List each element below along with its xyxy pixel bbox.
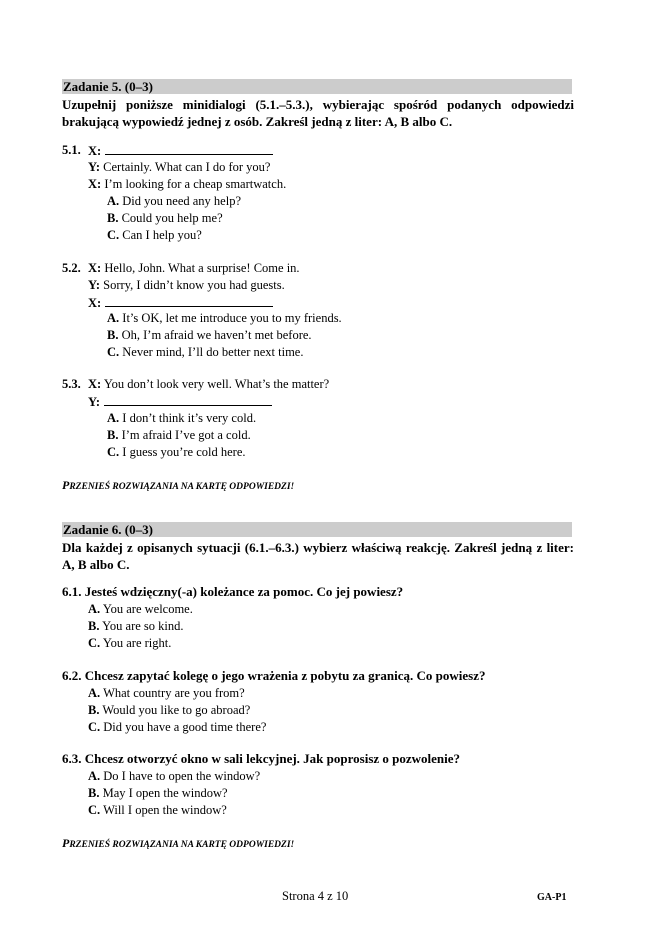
dialogue-line <box>88 376 329 392</box>
option-letter: C. <box>107 228 120 242</box>
option-letter: C. <box>88 720 101 734</box>
option-6-2-b[interactable] <box>88 702 250 718</box>
question-number: 6.3. <box>62 751 82 766</box>
exam-code: GA-P1 <box>537 892 567 903</box>
option-letter: B. <box>88 619 100 633</box>
item-5-1-number: 5.1. <box>62 143 81 157</box>
option-letter: B. <box>88 703 100 717</box>
question-text: Chcesz zapytać kolegę o jego wrażenia z pobytu za granicą. Co powiesz? <box>84 668 486 683</box>
option-6-2-a[interactable] <box>88 685 245 701</box>
task6-title: Zadanie 6. (0–3) <box>62 522 572 537</box>
speaker: X: <box>88 377 102 391</box>
speaker: X: <box>88 296 102 310</box>
option-text: You are so kind. <box>102 619 184 633</box>
option-text: Could you help me? <box>121 211 223 225</box>
option-text: May I open the window? <box>102 786 228 800</box>
option-5-3-c[interactable] <box>107 444 246 460</box>
option-text: I guess you’re cold here. <box>122 445 246 459</box>
option-5-3-b[interactable] <box>107 427 251 443</box>
item-5-3-number: 5.3. <box>62 377 81 391</box>
transfer-note-5: PRZENIEŚ ROZWIĄZANIA NA KARTĘ ODPOWIEDZI! <box>62 478 295 492</box>
speaker: Y: <box>88 395 101 409</box>
dialogue-line <box>88 393 272 410</box>
option-letter: B. <box>107 211 119 225</box>
option-5-2-b[interactable] <box>107 327 312 343</box>
speaker: Y: <box>88 278 101 292</box>
utterance: Hello, John. What a surprise! Come in. <box>104 261 300 275</box>
option-text: You are right. <box>102 636 172 650</box>
option-text: Did you need any help? <box>122 194 241 208</box>
speaker: X: <box>88 177 102 191</box>
option-letter: C. <box>107 345 120 359</box>
option-text: Would you like to go abroad? <box>102 703 251 717</box>
transfer-note-6: PRZENIEŚ ROZWIĄZANIA NA KARTĘ ODPOWIEDZI! <box>62 836 295 850</box>
option-text: I’m afraid I’ve got a cold. <box>121 428 251 442</box>
option-letter: A. <box>107 411 120 425</box>
option-text: Do I have to open the window? <box>103 769 261 783</box>
option-letter: C. <box>107 445 120 459</box>
option-letter: C. <box>88 636 101 650</box>
page-number: Strona 4 z 10 <box>282 889 349 903</box>
option-letter: A. <box>88 602 101 616</box>
speaker: X: <box>88 261 102 275</box>
option-6-1-a[interactable] <box>88 601 193 617</box>
task6-instruction: Dla każdej z opisanych sytuacji (6.1.–6.3.) wybierz właściwą reakcję. Zakreśl jedną z liter: A, B albo C. <box>62 540 574 572</box>
option-5-2-a[interactable] <box>107 310 342 326</box>
question-6-3 <box>62 751 460 767</box>
option-5-1-a[interactable] <box>107 193 241 209</box>
option-text: Never mind, I’ll do better next time. <box>122 345 304 359</box>
answer-blank <box>104 393 272 406</box>
answer-blank <box>105 142 273 155</box>
option-text: You are welcome. <box>102 602 193 616</box>
question-6-2 <box>62 668 486 684</box>
option-5-3-a[interactable] <box>107 410 256 426</box>
option-letter: A. <box>107 194 120 208</box>
option-letter: B. <box>107 428 119 442</box>
option-6-1-b[interactable] <box>88 618 184 634</box>
option-6-3-a[interactable] <box>88 768 260 784</box>
dialogue-line <box>88 159 270 175</box>
dialogue-line <box>88 294 273 311</box>
question-number: 6.1. <box>62 584 82 599</box>
option-letter: C. <box>88 803 101 817</box>
utterance: Certainly. What can I do for you? <box>103 160 271 174</box>
task5-title: Zadanie 5. (0–3) <box>62 79 572 94</box>
utterance: Sorry, I didn’t know you had guests. <box>103 278 285 292</box>
option-text: I don’t think it’s very cold. <box>122 411 257 425</box>
option-text: Oh, I’m afraid we haven’t met before. <box>121 328 312 342</box>
option-letter: A. <box>88 686 101 700</box>
speaker: Y: <box>88 160 101 174</box>
option-text: Will I open the window? <box>103 803 227 817</box>
dialogue-line <box>88 142 273 159</box>
dialogue-line <box>88 277 285 293</box>
option-text: Did you have a good time there? <box>103 720 267 734</box>
item-5-2-number: 5.2. <box>62 261 81 275</box>
option-letter: B. <box>107 328 119 342</box>
option-letter: B. <box>88 786 100 800</box>
option-5-1-b[interactable] <box>107 210 223 226</box>
option-6-3-b[interactable] <box>88 785 228 801</box>
option-text: Can I help you? <box>122 228 202 242</box>
task5-instruction: Uzupełnij poniższe minidialogi (5.1.–5.3.), wybierając spośród podanych odpowiedzi brakującą wypowiedź jednej z osób. Zakreśl jedną z liter: A, B albo C. <box>62 97 574 129</box>
question-text: Jesteś wdzięczny(-a) koleżance za pomoc. Co jej powiesz? <box>84 584 404 599</box>
question-6-1 <box>62 584 403 600</box>
question-text: Chcesz otworzyć okno w sali lekcyjnej. Jak poprosisz o pozwolenie? <box>84 751 461 766</box>
dialogue-line <box>88 260 300 276</box>
speaker: X: <box>88 144 102 158</box>
option-letter: A. <box>88 769 101 783</box>
option-6-1-c[interactable] <box>88 635 171 651</box>
utterance: You don’t look very well. What’s the matter? <box>103 377 330 391</box>
utterance: I’m looking for a cheap smartwatch. <box>104 177 287 191</box>
question-number: 6.2. <box>62 668 82 683</box>
dialogue-line <box>88 176 286 192</box>
option-6-2-c[interactable] <box>88 719 266 735</box>
option-6-3-c[interactable] <box>88 802 227 818</box>
option-text: It’s OK, let me introduce you to my friends. <box>122 311 342 325</box>
option-text: What country are you from? <box>103 686 245 700</box>
option-5-2-c[interactable] <box>107 344 303 360</box>
option-5-1-c[interactable] <box>107 227 202 243</box>
option-letter: A. <box>107 311 120 325</box>
answer-blank <box>105 294 273 307</box>
